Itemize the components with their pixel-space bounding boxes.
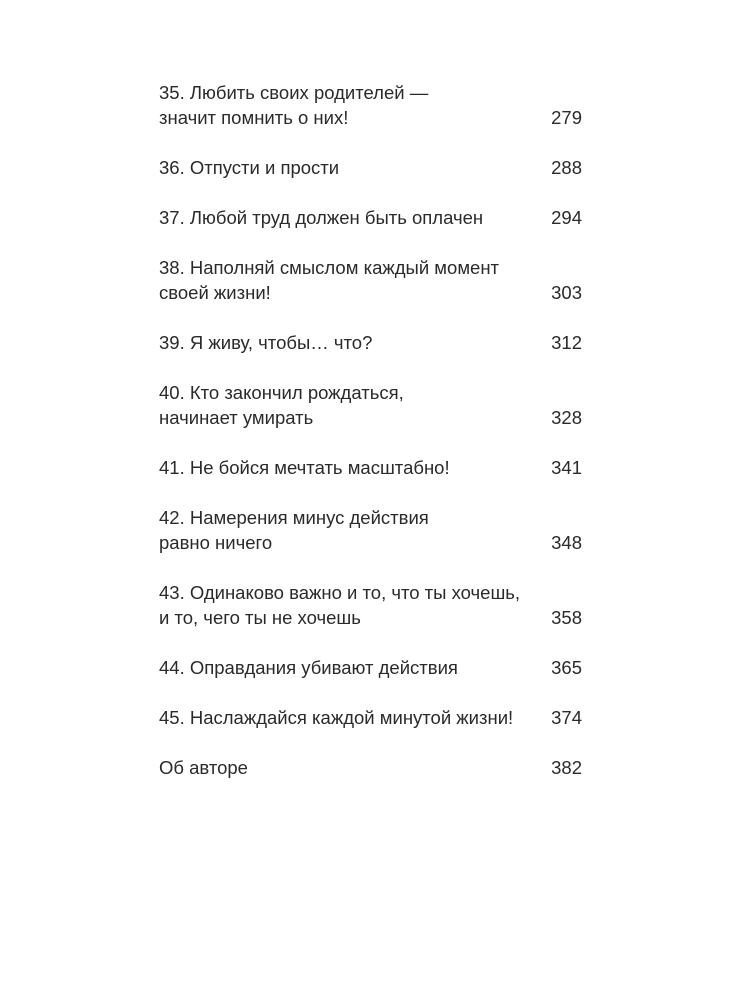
toc-entry-page-number: 303 [551, 282, 582, 303]
toc-entry-page-number: 341 [551, 457, 582, 478]
toc-entry [159, 205, 582, 230]
toc-entry-page-number: 348 [551, 532, 582, 553]
toc-entry [159, 380, 582, 430]
toc-entry-title: 35. Любить своих родителей — значит помнить о них! [159, 82, 429, 128]
toc-entry-title: 37. Любой труд должен быть оплачен [159, 207, 484, 228]
table-of-contents [159, 80, 582, 805]
toc-entry-title: 40. Кто закончил рождаться, начинает умирать [159, 382, 404, 428]
toc-entry-page-number: 279 [551, 107, 582, 128]
toc-entry-title: 38. Наполняй смыслом каждый момент своей жизни! [159, 257, 500, 303]
toc-entry [159, 580, 582, 630]
toc-entry-page-number: 382 [551, 757, 582, 778]
toc-entry [159, 755, 582, 780]
toc-entry [159, 455, 582, 480]
toc-entry-page-number: 358 [551, 607, 582, 628]
toc-entry-title: 41. Не бойся мечтать масштабно! [159, 457, 450, 478]
toc-entry [159, 255, 582, 305]
toc-entry-page-number: 312 [551, 332, 582, 353]
toc-entry-title: Об авторе [159, 757, 248, 778]
toc-entry-title: 45. Наслаждайся каждой минутой жизни! [159, 707, 514, 728]
toc-entry-title: 36. Отпусти и прости [159, 157, 340, 178]
toc-entry [159, 505, 582, 555]
toc-entry-title: 39. Я живу, чтобы… что? [159, 332, 373, 353]
toc-entry-page-number: 365 [551, 657, 582, 678]
toc-entry [159, 80, 582, 130]
toc-entry [159, 330, 582, 355]
toc-entry-page-number: 294 [551, 207, 582, 228]
toc-entry-page-number: 328 [551, 407, 582, 428]
toc-entry [159, 705, 582, 730]
toc-entry-title: 43. Одинаково важно и то, что ты хочешь, и то, чего ты не хочешь [159, 582, 521, 628]
toc-entry-title: 44. Оправдания убивают действия [159, 657, 458, 678]
toc-entry-page-number: 288 [551, 157, 582, 178]
toc-entry-title: 42. Намерения минус действия равно ничего [159, 507, 429, 553]
toc-entry [159, 655, 582, 680]
toc-entry [159, 155, 582, 180]
toc-entry-page-number: 374 [551, 707, 582, 728]
